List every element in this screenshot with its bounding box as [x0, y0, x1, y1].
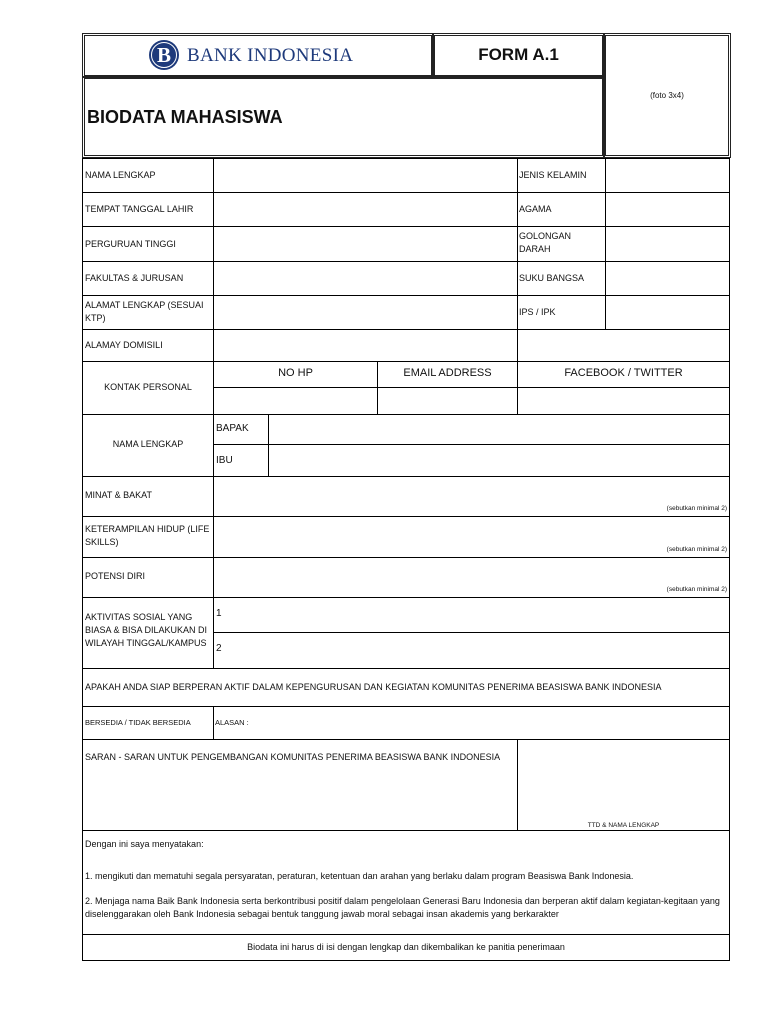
perguruan-tinggi-input[interactable] [216, 229, 514, 258]
col-divider [268, 414, 269, 476]
label-minat-bakat: MINAT & BAKAT [85, 490, 153, 500]
label-saran: SARAN - SARAN UNTUK PENGEMBANGAN KOMUNITAS PENERIMA BEASISWA BANK INDONESIA [85, 752, 501, 762]
declaration-intro: Dengan ini saya menyatakan: [85, 839, 204, 849]
aktivitas-2-input[interactable] [226, 635, 726, 666]
agama-input[interactable] [608, 195, 726, 224]
suku-bangsa-input[interactable] [608, 264, 726, 293]
row-divider [213, 632, 730, 633]
signature-area[interactable] [519, 741, 728, 819]
potensi-diri-input[interactable] [216, 560, 726, 582]
row-divider [82, 295, 730, 296]
row-divider [82, 414, 730, 415]
col-divider [213, 476, 214, 668]
col-facebook-twitter: FACEBOOK / TWITTER [564, 367, 683, 379]
golongan-darah-input[interactable] [608, 229, 726, 258]
saran-textarea[interactable] [86, 766, 514, 827]
grid-right-border [729, 158, 730, 961]
row-divider [82, 960, 730, 961]
label-ips-ipk: IPS / IPK [519, 307, 556, 317]
label-alamat-domisili: ALAMAY DOMISILI [85, 340, 163, 350]
label-nama-orang-tua: NAMA LENGKAP [112, 439, 184, 449]
label-ttd-nama-lengkap: TTD & NAMA LENGKAP [587, 822, 660, 829]
declaration-item-2: 2. Menjaga nama Baik Bank Indonesia serta berkontribusi positif dalam pengelolaan Generasi Baru Indonesia dan berperan aktif dalam kegiatan-kegitaan yang diselenggarakan oleh Bank Indonesia sebagai bentuk tanggung jawab moral sebagai insan akademis yang berkarakter [85, 896, 720, 919]
label-fakultas-jurusan: FAKULTAS & JURUSAN [85, 273, 184, 283]
declaration-item-1: 1. mengikuti dan mematuhi segala persyaratan, peraturan, ketentuan dan arahan yang berlaku dalam program Beasiswa Bank Indonesia. [85, 871, 634, 881]
row-divider [82, 158, 730, 159]
label-ibu: IBU [216, 455, 233, 466]
jenis-kelamin-input[interactable] [608, 161, 726, 190]
grid-left-border [82, 158, 83, 961]
logo-letter: B [156, 43, 171, 67]
row-divider [82, 261, 730, 262]
alasan-input[interactable] [252, 709, 726, 737]
label-jenis-kelamin: JENIS KELAMIN [519, 170, 587, 180]
logo-ring [151, 42, 177, 68]
aktivitas-item-number: 1 [216, 608, 222, 619]
ips-ipk-input[interactable] [608, 298, 726, 327]
question-komunitas: APAKAH ANDA SIAP BERPERAN AKTIF DALAM KEPENGURUSAN DAN KEGIATAN KOMUNITAS PENERIMA BEASISWA BANK INDONESIA [85, 682, 662, 692]
row-divider [82, 192, 730, 193]
row-divider [82, 706, 730, 707]
label-kontak-personal: KONTAK PERSONAL [104, 382, 192, 392]
label-aktivitas-sosial: AKTIVITAS SOSIAL YANG BIASA & BISA DILAKUKAN DI WILAYAH TINGGAL/KAMPUS [85, 612, 208, 648]
alamat-domisili-input[interactable] [216, 332, 726, 359]
nama-ibu-input[interactable] [271, 447, 727, 474]
minimal-note: (sebutkan minimal 2) [666, 586, 727, 593]
row-divider [82, 557, 730, 558]
row-divider [213, 387, 730, 388]
row-divider [82, 361, 730, 362]
label-potensi-diri: POTENSI DIRI [85, 571, 146, 581]
minimal-note: (sebutkan minimal 2) [666, 546, 727, 553]
page-title: BIODATA MAHASISWA [87, 107, 283, 127]
row-divider [82, 226, 730, 227]
bank-name: BANK INDONESIA [187, 45, 354, 66]
col-no-hp: NO HP [278, 367, 313, 379]
col-divider [517, 158, 518, 329]
no-hp-input[interactable] [216, 389, 375, 412]
label-agama: AGAMA [519, 204, 552, 214]
aktivitas-1-input[interactable] [226, 600, 726, 630]
label-bersedia: BERSEDIA / TIDAK BERSEDIA [85, 718, 191, 727]
row-divider [82, 830, 730, 831]
row-divider [213, 444, 730, 445]
col-email-address: EMAIL ADDRESS [403, 367, 492, 379]
col-divider [517, 739, 518, 830]
facebook-twitter-input[interactable] [520, 389, 727, 412]
row-divider [82, 476, 730, 477]
row-divider [82, 739, 730, 740]
col-divider [605, 158, 606, 329]
row-divider [82, 516, 730, 517]
col-divider [213, 158, 214, 361]
tempat-tanggal-lahir-input[interactable] [216, 195, 514, 224]
row-divider [82, 329, 730, 330]
bank-indonesia-logo-icon [149, 40, 179, 70]
alamat-lengkap-input[interactable] [216, 298, 514, 327]
label-alasan: ALASAN : [215, 718, 249, 727]
label-nama-lengkap: NAMA LENGKAP [85, 170, 156, 180]
fakultas-jurusan-input[interactable] [216, 264, 514, 293]
label-suku-bangsa: SUKU BANGSA [519, 273, 585, 283]
photo-note: (foto 3x4) [650, 91, 684, 100]
life-skills-input[interactable] [216, 519, 726, 542]
label-perguruan-tinggi: PERGURUAN TINGGI [85, 239, 176, 249]
form-code: FORM A.1 [478, 45, 559, 64]
label-life-skills: KETERAMPILAN HIDUP (LIFE SKILLS) [85, 524, 210, 547]
label-golongan-darah: GOLONGAN DARAH [519, 231, 572, 254]
nama-bapak-input[interactable] [271, 417, 727, 442]
email-address-input[interactable] [380, 389, 515, 412]
label-alamat-lengkap: ALAMAT LENGKAP (SESUAI KTP) [85, 300, 204, 323]
footer-note: Biodata ini harus di isi dengan lengkap dan dikembalikan ke panitia penerimaan [247, 942, 565, 952]
label-bapak: BAPAK [216, 423, 249, 434]
row-divider [82, 934, 730, 935]
row-divider [82, 668, 730, 669]
col-divider [213, 706, 214, 739]
label-tempat-tanggal-lahir: TEMPAT TANGGAL LAHIR [85, 204, 194, 214]
minimal-note: (sebutkan minimal 2) [666, 505, 727, 512]
aktivitas-item-number: 2 [216, 643, 222, 654]
minat-bakat-input[interactable] [216, 479, 726, 501]
nama-lengkap-input[interactable] [216, 161, 514, 190]
row-divider [82, 597, 730, 598]
